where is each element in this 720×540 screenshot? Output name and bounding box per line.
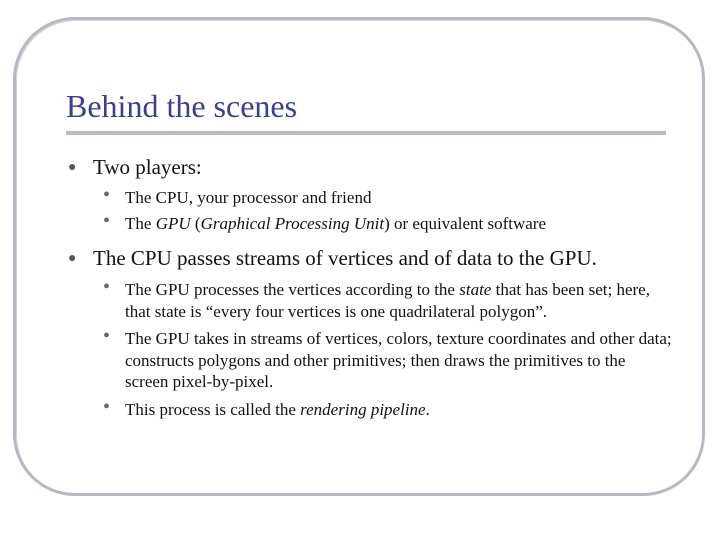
- text-run-italic: GPU: [155, 213, 191, 233]
- sub-bullet-text: [125, 187, 672, 209]
- text-run-italic: state: [459, 280, 492, 299]
- text-run: that has been set; here, that state is “every four vertices is one quadrilateral polygon”.: [125, 280, 650, 321]
- sub-bullet-gpu-processes: [62, 276, 672, 322]
- title-underline: [66, 131, 666, 135]
- sub-bullet-dot-icon: •: [103, 209, 111, 232]
- sub-bullet-text: [125, 213, 672, 235]
- sub-bullet-gpu: [62, 209, 672, 235]
- text-run: The GPU takes in streams of vertices, colors, texture coordinates and other data; constructs polygons and other primitives; then draws the primitives to the screen pixel-by-pixel.: [125, 329, 672, 391]
- text-run: The CPU, your processor and friend: [125, 188, 372, 207]
- sub-bullet-rendering-pipeline: [62, 395, 672, 421]
- sub-bullet-dot-icon: •: [103, 395, 111, 418]
- text-run: The GPU processes the vertices according to the: [125, 280, 460, 299]
- text-run-italic: rendering pipeline: [300, 399, 426, 419]
- slide-body: [62, 154, 672, 420]
- text-run-italic: Graphical Processing Unit: [200, 213, 385, 233]
- sub-bullet-text: [125, 328, 672, 393]
- text-run: .: [425, 399, 430, 419]
- bullet-marker-icon: ●: [68, 160, 77, 175]
- sub-bullet-dot-icon: •: [103, 325, 111, 347]
- bullet-text: Two players:: [93, 155, 202, 179]
- bullet-text: The CPU passes streams of vertices and of data to the GPU.: [93, 246, 597, 270]
- slide-title: Behind the scenes: [66, 88, 298, 124]
- text-run: (: [190, 213, 201, 233]
- sub-bullet-dot-icon: •: [103, 276, 111, 298]
- bullet-marker-icon: ●: [68, 251, 77, 266]
- bullet-cpu-passes: [62, 245, 672, 271]
- sub-bullet-text: [125, 279, 672, 322]
- text-run: The: [125, 213, 156, 233]
- sub-bullet-dot-icon: •: [103, 184, 111, 206]
- sub-bullet-gpu-takes-in: [62, 325, 672, 393]
- text-run: ) or equivalent software: [384, 213, 547, 233]
- text-run: This process is called the: [125, 399, 301, 419]
- bullet-two-players: [62, 154, 672, 180]
- sub-bullet-text: [125, 399, 672, 421]
- sub-bullet-cpu: [62, 184, 672, 209]
